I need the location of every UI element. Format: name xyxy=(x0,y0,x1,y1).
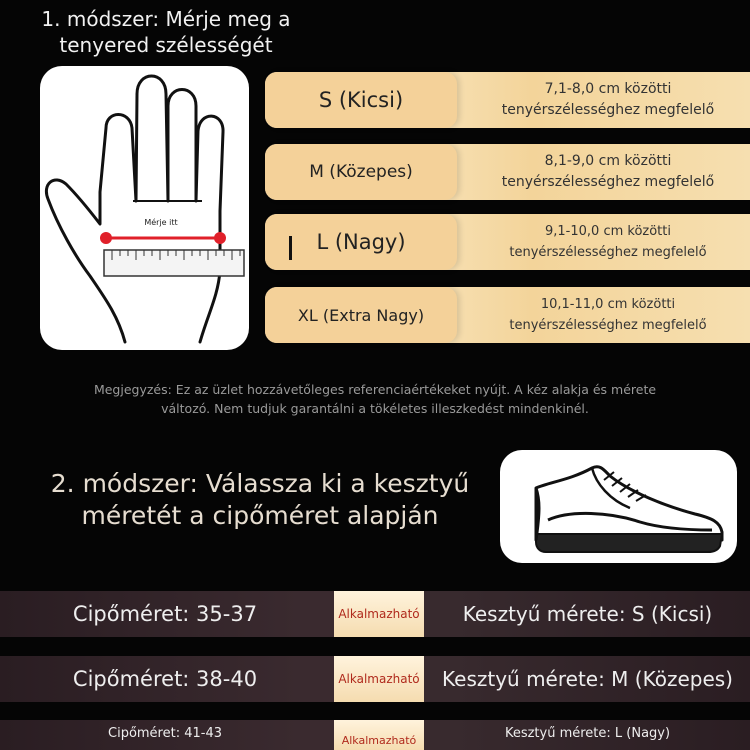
size-fit-text: tenyérszélességhez megfelelő xyxy=(501,102,715,118)
shoe-size-text: Cipőméret: 35-37 xyxy=(72,602,258,626)
applicable-badge: Alkalmazható xyxy=(334,720,424,750)
size-range: 8,1-9,0 cm közötti xyxy=(544,153,672,169)
size-label: L (Nagy) xyxy=(316,230,406,254)
method1-title: 1. módszer: Mérje meg a tenyered szélességét xyxy=(41,7,291,57)
shoe-size-row xyxy=(0,591,750,637)
size-row-l xyxy=(265,214,750,270)
size-description xyxy=(473,214,743,270)
disclaimer-note xyxy=(60,380,690,418)
size-fit-text: tenyérszélességhez megfelelő xyxy=(509,318,707,333)
glove-size-text: Kesztyű mérete: S (Kicsi) xyxy=(462,602,713,626)
sneaker-icon xyxy=(500,450,737,563)
size-row-s xyxy=(265,72,750,128)
shoe-size-text: Cipőméret: 38-40 xyxy=(72,667,258,691)
applicable-badge: Alkalmazható xyxy=(334,656,424,702)
glove-size-text: Kesztyű mérete: M (Közepes) xyxy=(442,667,733,691)
size-row-xl xyxy=(265,287,750,343)
method2-title xyxy=(30,468,490,532)
text-cursor-icon xyxy=(289,236,292,260)
size-row-m xyxy=(265,144,750,200)
measure-point-right xyxy=(214,232,226,244)
size-label: M (Közepes) xyxy=(309,162,413,182)
hand-illustration-card xyxy=(40,66,249,350)
measure-here-label: Mérje itt xyxy=(144,218,178,227)
size-range: 10,1-11,0 cm közötti xyxy=(540,297,676,312)
applicable-badge: Alkalmazható xyxy=(334,591,424,637)
shoe-size-row xyxy=(0,720,750,750)
size-fit-text: tenyérszélességhez megfelelő xyxy=(509,245,707,260)
size-range: 9,1-10,0 cm közötti xyxy=(545,224,671,239)
size-fit-text: tenyérszélességhez megfelelő xyxy=(501,174,715,190)
shoe-illustration-card xyxy=(500,450,737,563)
size-description xyxy=(473,72,743,128)
note-line: változó. Nem tudjuk garantálni a tökéletes illeszkedést mindenkinél. xyxy=(161,401,589,416)
measure-point-left xyxy=(100,232,112,244)
size-label: S (Kicsi) xyxy=(318,88,404,112)
size-label: XL (Extra Nagy) xyxy=(297,305,425,325)
note-line: Megjegyzés: Ez az üzlet hozzávetőleges referenciaértékeket nyújt. A kéz alakja és mérete xyxy=(93,382,657,397)
method2-title-line: méretét a cipőméret alapján xyxy=(81,501,439,530)
hand-outline-icon xyxy=(40,66,249,350)
ruler-icon xyxy=(104,250,244,276)
glove-size-text: Kesztyű mérete: L (Nagy) xyxy=(504,726,671,741)
size-description xyxy=(473,287,743,343)
size-range: 7,1-8,0 cm közötti xyxy=(544,81,672,97)
method2-title-line: 2. módszer: Válassza ki a kesztyű xyxy=(50,469,470,498)
shoe-size-text: Cipőméret: 41-43 xyxy=(108,726,222,741)
size-description xyxy=(473,144,743,200)
shoe-size-row xyxy=(0,656,750,702)
